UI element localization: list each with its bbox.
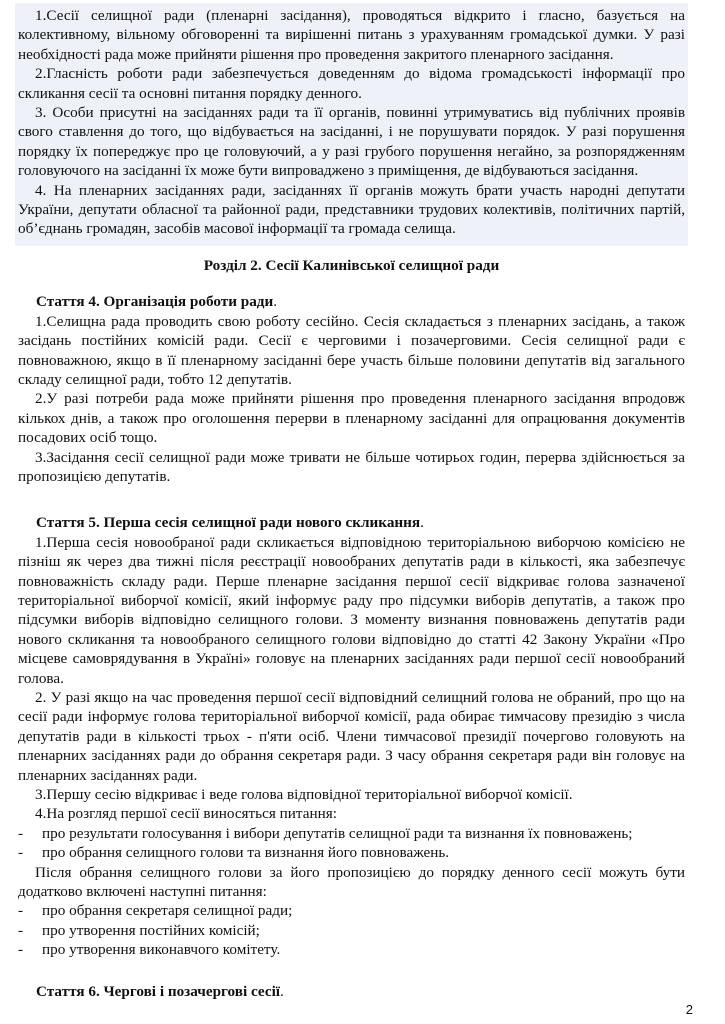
paragraph: 3.Першу сесію відкриває і веде голова відповідної територіальної виборчої комісії. — [35, 786, 573, 804]
section-heading: Розділ 2. Сесії Калинівської селищної ради — [203, 256, 500, 274]
list-marker: - — [18, 902, 24, 920]
paragraph: Після обрання селищного голови за його пропозицією до порядку денного сесії можуть бути додатково включені наступні питання: — [18, 863, 685, 901]
article-4-heading — [18, 292, 685, 311]
paragraph: 2.Гласність роботи ради забезпечується доведенням до відома громадськості інформації про скликання сесії та основні питання порядку денного. — [18, 65, 685, 102]
paragraph: 3. Особи присутні на засіданнях ради та її органів, повинні утримуватись від публічних проявів свого ставлення до того, що відбувається на засіданні, і не порушувати порядок. У разі порушення порядку їх попереджує про це головуючий, а у разі грубого порушення негайно, за розпорядженням головуючого на засіданні їх може бути випроваджено з приміщення, де відбуваються засідання. — [18, 104, 685, 180]
article-title: Стаття 6. Чергові і позачергові сесії — [36, 982, 281, 1000]
paragraph: 2. У разі якщо на час проведення першої сесії відповідний селищний голова не обраний, про що на сесії ради інформує голова територіальної виборчої комісії, рада обирає тимчасову президію з числа депутатів ради в кількості трьох - п'яти осіб. Члени тимчасової президії почергово головують на пленарних засіданнях ради до обрання секретаря ради. З часу обрання секретаря ради він головує на пленарних засіданнях ради. — [18, 689, 685, 784]
paragraph: 1.Перша сесія новообраної ради скликається відповідною територіальною виборчою комісією не пізніш як через два тижні після реєстрації новообраних депутатів ради в кількості, яка забезпечує повноважність складу ради. Перше пленарне засідання першої сесії відкриває голова зазначеної територіальної виборчої комісії, який інформує раду про підсумки виборів депутатів, а також про підсумки виборів відповідно селищного голови. З моменту визнання повноважень депутатів ради нового скликання та новообраного селищного голови відповідно до статті 42 Закону України «Про місцеве самоврядування в Україні» головує на пленарних засіданнях ради першої сесії новообраний голова. — [18, 533, 685, 687]
article-5-heading — [18, 513, 685, 532]
list-marker: - — [18, 921, 24, 939]
list-item — [18, 940, 685, 959]
list-item-text: про обрання секретаря селищної ради; — [42, 902, 293, 920]
article-title-dot: . — [280, 982, 284, 1000]
article-6-heading — [18, 982, 685, 1001]
paragraph: 1.Селищна рада проводить свою роботу сесійно. Сесія складається з пленарних засідань, а також засідань постійних комісій ради. Сесії є черговими і позачерговими. Сесія селищної ради є повноважною, якщо в її пленарному засіданні бере участь більше половини депутатів від загального складу селищної ради, тобто 12 депутатів. — [18, 312, 685, 388]
paragraph: 3.Засідання сесії селищної ради може тривати не більше чотирьох годин, перерва здійснюється за пропозицією депутатів. — [18, 448, 685, 485]
article-title-dot: . — [420, 514, 424, 532]
list-item-text: про результати голосування і вибори депутатів селищної ради та визнання їх повноважень; — [42, 824, 633, 842]
list-marker: - — [18, 824, 24, 842]
list-item — [18, 921, 685, 940]
paragraph: 1.Сесії селищної ради (пленарні засідання), проводяться відкрито і гласно, базується на колективному, вільному обговоренні та вирішенні питань з урахуванням громадської думки. У разі необхідності рада може прийняти рішення про проведення закритого пленарного засідання. — [18, 7, 685, 63]
list-marker: - — [18, 941, 24, 959]
paragraph: 4. На пленарних засіданнях ради, засіданнях її органів можуть брати участь народні депутати України, депутати обласної та районної ради, представники трудових колективів, політичних партій, об’єднань громадян, засобів масової інформації та громада селища. — [18, 181, 685, 238]
list-item-text: про утворення постійних комісій; — [42, 921, 260, 939]
list-item — [18, 824, 685, 843]
article-title: Стаття 5. Перша сесія селищної ради нового скликання — [36, 514, 421, 532]
list-item — [18, 843, 685, 862]
list-item — [18, 901, 685, 920]
paragraph: 4.На розгляд першої сесії виносяться питання: — [35, 805, 337, 823]
list-item-text: про обрання селищного голови та визнання його повноважень. — [42, 844, 450, 862]
article-title: Стаття 4. Організація роботи ради — [36, 293, 274, 311]
paragraph: 2.У разі потреби рада може прийняти рішення про проведення пленарного засідання впродовж кількох днів, а також про оголошення перерви в пленарному засіданні для опрацювання документів посадових осіб тощо. — [18, 390, 685, 447]
page-number: 2 — [685, 1002, 693, 1017]
list-item-text: про утворення виконавчого комітету. — [42, 941, 281, 959]
article-title-dot: . — [273, 293, 278, 311]
list-marker: - — [18, 844, 24, 862]
document-body — [18, 6, 685, 1001]
